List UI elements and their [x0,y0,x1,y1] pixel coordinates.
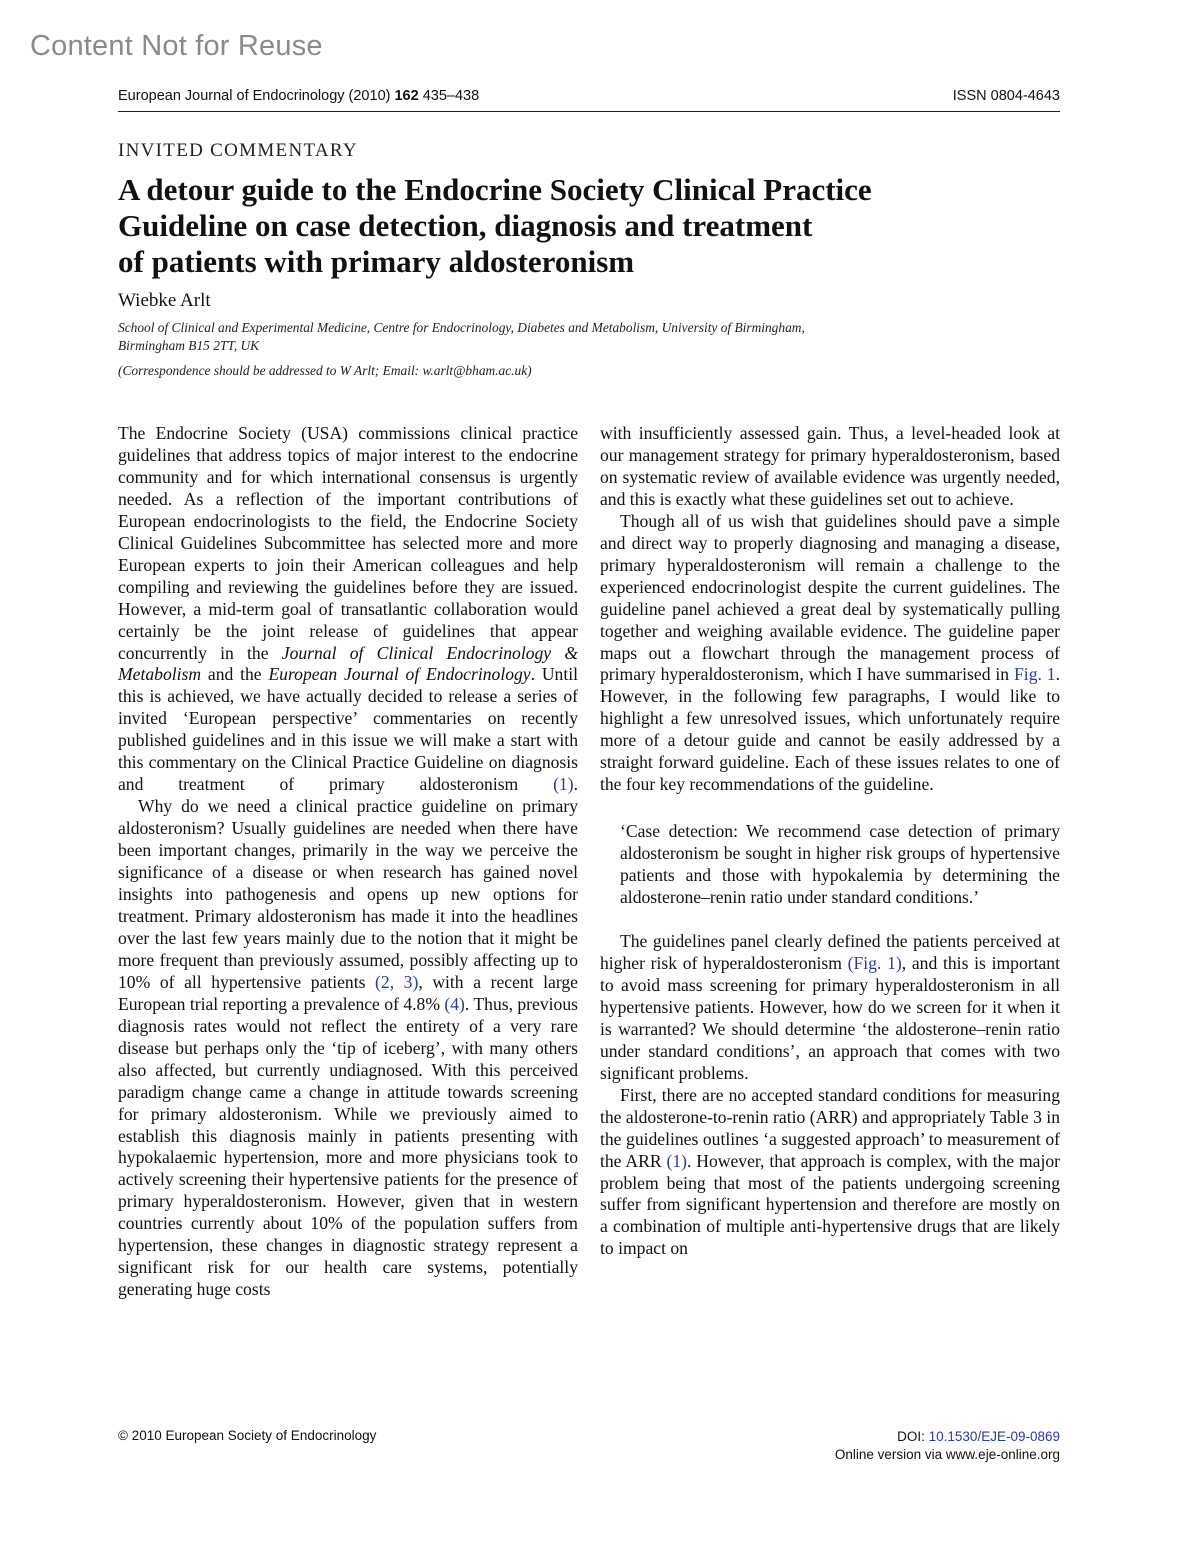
reference-link[interactable]: (4) [444,993,465,1014]
reference-link[interactable]: (2, 3) [375,971,419,992]
figure-link[interactable]: (Fig. 1) [847,952,902,973]
online-version: Online version via www.eje-online.org [834,1447,1060,1462]
watermark: Content Not for Reuse [30,30,323,62]
issn: ISSN 0804-4643 [952,88,1060,104]
figure-link[interactable]: Fig. 1 [1014,664,1056,685]
paragraph: First, there are no accepted standard conditions for measuring the aldosterone-to-renin ratio (ARR) and appropriately Table 3 in the guidelines outlines ‘a suggested approach’ to measurement of the ARR (1). However, that approach is complex, with the major problem being that most of the patients undergoing screening suffer from significant hypertension and therefore are mostly on a combination of multiple anti-hypertensive drugs that are likely to impact on [600,1084,1060,1259]
journal-citation: European Journal of Endocrinology (2010) 162 435–438 [118,88,480,104]
paragraph: The Endocrine Society (USA) commissions clinical practice guidelines that address topics of major interest to the endocrine community and for which international consensus is urgently needed. As a reflection of the important contributions of European endocrinologists to the field, the Endocrine Society Clinical Guidelines Subcommittee has selected more and more European experts to join their American colleagues and help compiling and reviewing the guidelines before they are issued. However, a mid-term goal of transatlantic collaboration would certainly be the joint release of guidelines that appear concurrently in the Journal of Clinical Endocrinology & Metabolism and the European Journal of Endocrinology. Until this is achieved, we have actually decided to release a series of invited ‘European perspective’ commentaries on recently published guidelines and in this issue we will make a start with this commentary on the Clinical Practice Guideline on diagnosis and treatment of primary aldosteronism (1). [118,423,579,795]
article-title: A detour guide to the Endocrine Society Clinical Practice Guideline on case detection, diagnosis and treatment of patients with primary aldosteronism [118,172,872,279]
reference-link[interactable]: (1) [553,774,574,795]
paragraph: The guidelines panel clearly defined the patients perceived at higher risk of hyperaldosteronism (Fig. 1), and this is important to avoid mass screening for primary hyperaldosteronism in all hypertensive patients. However, how do we screen for it when it is warranted? We should determine ‘the aldosterone–renin ratio under standard conditions’, an approach that comes with two significant problems. [600,931,1060,1083]
copyright-notice: © 2010 European Society of Endocrinology [118,1428,377,1443]
right-column [600,423,1060,1260]
journal-header [118,87,1060,112]
paragraph: with insufficiently assessed gain. Thus, a level-headed look at our management strategy for primary hyperaldosteronism, based on systematic review of available evidence was urgently needed, and this is exactly what these guidelines set out to achieve. [600,423,1060,509]
left-column [118,423,578,1301]
reference-link[interactable]: (1) [666,1150,687,1171]
footer-doi: DOI: 10.1530/EJE-09-0869 Online version via www.eje-online.org [834,1429,1060,1462]
author-affiliation: School of Clinical and Experimental Medicine, Centre for Endocrinology, Diabetes and Metabolism, University of Birmingham, Birmingham B15 2TT, UK [118,320,805,353]
paragraph: Though all of us wish that guidelines should pave a simple and direct way to properly diagnosing and managing a disease, primary hyperaldosteronism will remain a challenge to the experienced endocrinologist despite the current guidelines. The guideline panel achieved a great deal by systematically pulling together and weighing available evidence. The guideline paper maps out a flowchart through the management process of primary hyperaldosteronism, which I have summarised in Fig. 1. However, in the following few paragraphs, I would like to highlight a few unresolved issues, which unfortunately require more of a detour guide and cannot be easily addressed by a straight forward guideline. Each of these issues relates to one of the four key recommendations of the guideline. [600,510,1060,795]
paragraph: Why do we need a clinical practice guideline on primary aldosteronism? Usually guidelines are needed when there have been important changes, primarily in the way we perceive the significance of a disease or when research has gained novel insights into pathogenesis and opens up new options for treatment. Primary aldosteronism has made it into the headlines over the last few years mainly due to the notion that it might be more frequent than previously assumed, possibly affecting up to 10% of all hypertensive patients (2, 3), with a recent large European trial reporting a prevalence of 4.8% (4). Thus, previous diagnosis rates would not reflect the entirety of a very rare disease but perhaps only the ‘tip of iceberg’, with many others also affected, but currently undiagnosed. With this perceived paradigm change came a change in attitude towards screening for primary aldosteronism. While we previously aimed to establish this diagnosis mainly in patients presenting with hypokalaemic hypertension, more and more physicians took to actively screening their hypertensive patients for the presence of primary hyperaldosteronism. However, given that in western countries currently about 10% of the population suffers from hypertension, these changes in diagnostic strategy represent a significant risk for our health care systems, potentially generating huge costs [118,796,578,1300]
article-category: INVITED COMMENTARY [118,140,358,161]
recommendation-quote: ‘Case detection: We recommend case detection of primary aldosteronism be sought in higher risk groups of hypertensive patients and those with hypokalemia by determining the aldosterone–renin ratio under standard conditions.’ [620,821,1060,908]
doi-link[interactable]: 10.1530/EJE-09-0869 [928,1429,1060,1444]
author-name: Wiebke Arlt [118,290,211,311]
correspondence-note: (Correspondence should be addressed to W Arlt; Email: w.arlt@bham.ac.uk) [118,363,532,378]
